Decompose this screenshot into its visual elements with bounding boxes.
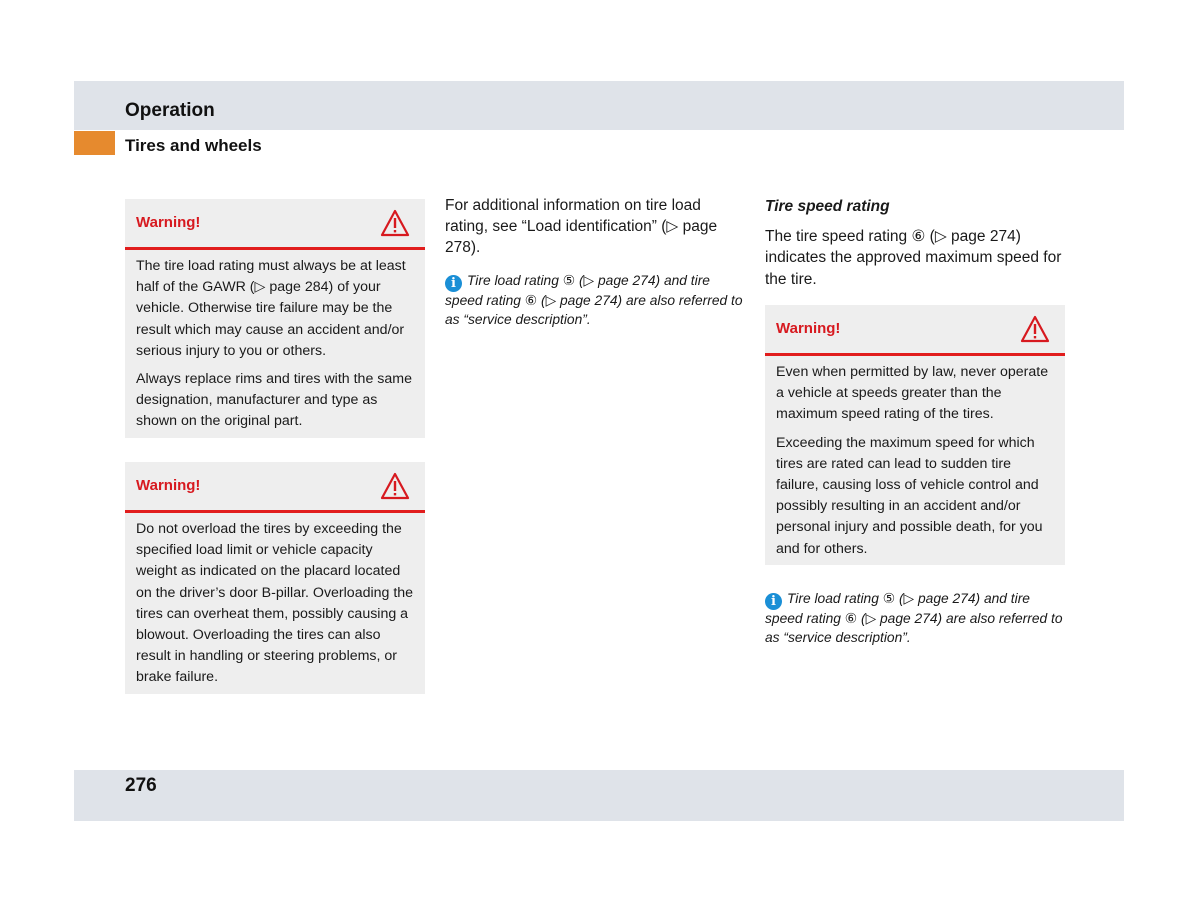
warning-header (125, 462, 425, 513)
speed-rating-section (765, 196, 1065, 290)
warning-header (765, 305, 1065, 356)
info-icon: i (445, 275, 462, 292)
warning-label: Warning! (776, 320, 841, 337)
speed-rating-intro: The tire speed rating ⑥ (▷ page 274) indicates the approved maximum speed for the tire. (765, 228, 1062, 288)
warning-header (125, 199, 425, 250)
warning-paragraph: The tire load rating must always be at least half of the GAWR (▷ page 284) of your vehicle. Otherwise tire failure may be the result which may cause an accident and/or serious injury to you or others. (136, 258, 406, 359)
warning-box-max-speed (765, 305, 1065, 565)
section-tab-marker (74, 131, 115, 155)
speed-rating-heading: Tire speed rating (765, 198, 890, 215)
info-icon: i (765, 593, 782, 610)
warning-box-load-rating (125, 199, 425, 438)
warning-paragraph: Do not overload the tires by exceeding the specified load limit or vehicle capacity weight as indicated on the placard located on the driver’s door B-pillar. Overloading the tires can overheat them, possibly causing a blowout. Overloading the tires can also result in handling or steering problems, or brake failure. (136, 521, 414, 686)
note-text: Tire load rating ⑤ (▷ page 274) and tire speed rating ⑥ (▷ page 274) are also referred to as “service description”. (765, 591, 1063, 645)
warning-body (125, 250, 425, 441)
subsection-title: Tires and wheels (125, 136, 262, 155)
page-number: 276 (125, 775, 157, 796)
warning-triangle-icon (1020, 315, 1050, 343)
warning-label: Warning! (136, 214, 201, 231)
warning-body (125, 513, 425, 697)
warning-triangle-icon (380, 472, 410, 500)
warning-body (765, 356, 1065, 568)
warning-paragraph: Always replace rims and tires with the same designation, manufacturer and type as shown on the original part. (136, 371, 412, 430)
service-description-note (445, 272, 745, 329)
column2-intro: For additional information on tire load rating, see “Load identification” (▷ page 278). (445, 197, 718, 257)
service-description-note (765, 590, 1065, 647)
footer-band (74, 770, 1124, 821)
section-title: Operation (125, 100, 215, 121)
warning-box-overload (125, 462, 425, 694)
load-identification-text (445, 195, 735, 259)
header-band (74, 81, 1124, 130)
note-text: Tire load rating ⑤ (▷ page 274) and tire speed rating ⑥ (▷ page 274) are also referred to as “service description”. (445, 273, 743, 327)
warning-paragraph: Even when permitted by law, never operate a vehicle at speeds greater than the maximum speed rating of the tires. (776, 364, 1049, 423)
warning-paragraph: Exceeding the maximum speed for which tires are rated can lead to sudden tire failure, causing loss of vehicle control and possibly resulting in an accident and/or personal injury and possible death, for you and for others. (776, 434, 1043, 557)
warning-triangle-icon (380, 209, 410, 237)
warning-label: Warning! (136, 477, 201, 494)
